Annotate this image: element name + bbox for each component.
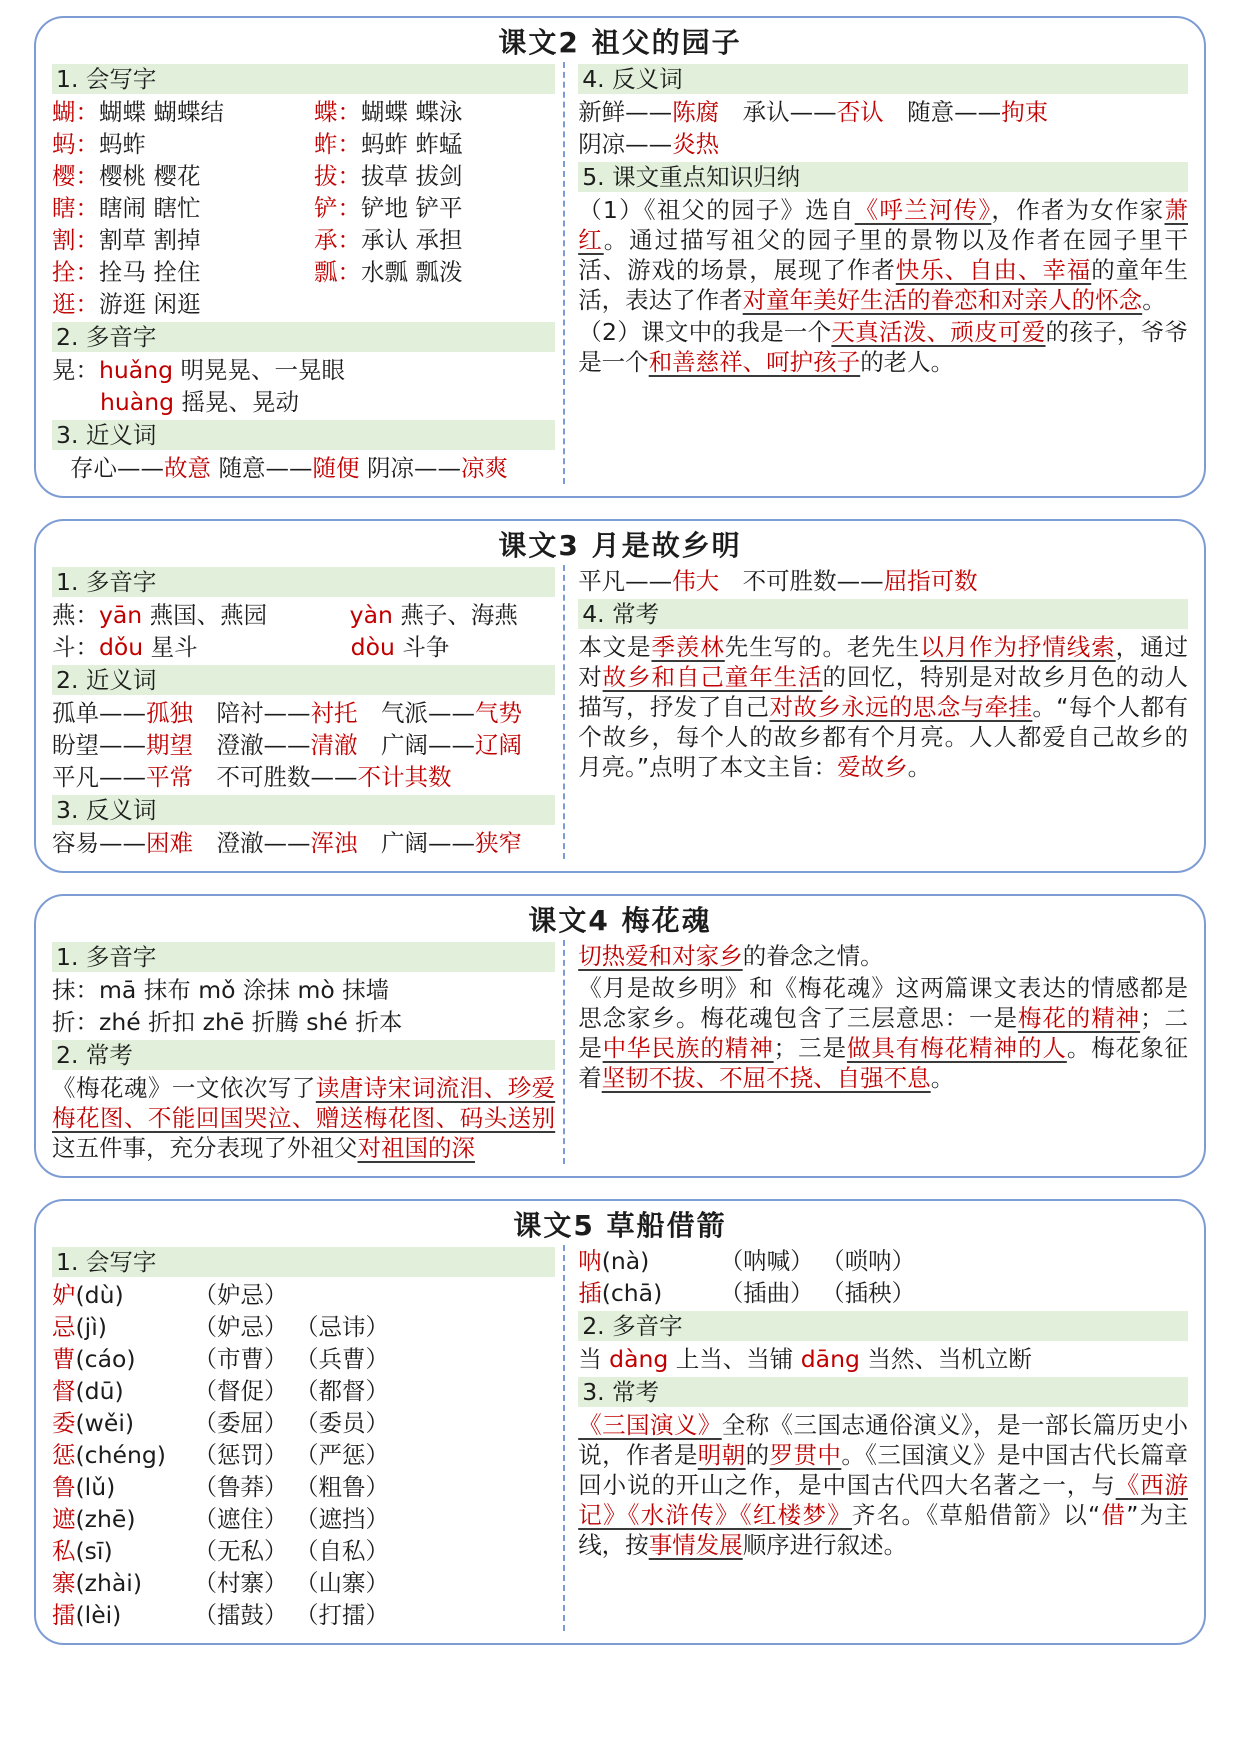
text-segment: 澄澈——	[193, 731, 311, 759]
text-segment: 惩	[52, 1441, 76, 1469]
text-segment: 陪衬——	[193, 699, 311, 727]
text-line	[52, 1599, 555, 1631]
text-segment: 樱：	[52, 162, 99, 190]
lesson-columns	[52, 62, 1188, 484]
text-line	[52, 1471, 555, 1503]
text-line	[52, 256, 555, 288]
text-line	[52, 96, 555, 128]
text-line	[52, 1535, 555, 1567]
text-segment: 《梅花魂》一文依次写了	[52, 1074, 316, 1102]
text-segment: huàng	[100, 388, 182, 416]
text-segment: (zhē)	[75, 1505, 136, 1533]
text-segment: 故乡和自己童年生活	[602, 663, 823, 691]
text-segment: 插	[578, 1279, 602, 1307]
text-segment: 瞎：	[52, 194, 99, 222]
text-line	[52, 1375, 555, 1407]
text-segment: 天真活泼、顽皮可爱	[831, 318, 1046, 346]
text-segment: 齐名。《草船借箭》以“	[852, 1501, 1101, 1529]
text-segment: 燕子、海燕	[400, 601, 518, 629]
text-segment: 困难	[146, 829, 193, 857]
text-segment: （市曹） （兵曹）	[193, 1345, 389, 1373]
text-segment: （擂鼓） （打擂）	[193, 1601, 389, 1629]
section-header: 2. 多音字	[578, 1311, 1188, 1341]
text-segment: 折：	[52, 1008, 99, 1036]
text-segment: 阴凉——	[359, 454, 461, 482]
text-segment: 随意——	[883, 98, 1002, 126]
section-header: 3. 常考	[578, 1377, 1188, 1407]
text-segment: 割草 割掉	[99, 226, 201, 254]
text-segment: 狭窄	[475, 829, 522, 857]
text-segment: (cáo)	[75, 1345, 136, 1373]
text-segment: zhé 折扣 zhē 折腾 shé 折本	[99, 1008, 403, 1036]
text-segment: 承认——	[719, 98, 837, 126]
section-header: 4. 反义词	[578, 64, 1188, 94]
text-segment: 中华民族的精神	[602, 1034, 774, 1062]
text-line	[52, 729, 555, 761]
text-segment: 铲：	[314, 194, 361, 222]
text-segment: 游逛 闲逛	[99, 290, 201, 318]
left-column	[52, 1245, 563, 1631]
text-segment: 对故乡永远的思念与牵挂	[769, 693, 1033, 721]
text-segment: 蚱：	[314, 130, 361, 158]
right-column column-divider	[563, 565, 1188, 859]
text-segment: 事情发展	[648, 1531, 743, 1559]
section-header: 1. 会写字	[52, 1247, 555, 1277]
text-segment: 水瓢 瓢泼	[361, 258, 463, 286]
text-segment: 平常	[146, 763, 193, 791]
text-segment: 呐	[578, 1247, 602, 1275]
text-segment: 的童年生活，表达了作者	[578, 256, 1188, 314]
text-segment: 新鲜——	[578, 98, 673, 126]
text-line	[52, 974, 555, 1006]
text-line	[578, 631, 1188, 783]
text-segment: 拴：	[52, 258, 99, 286]
text-segment: 随便	[312, 454, 360, 482]
text-segment: 《三国演义》	[578, 1411, 722, 1439]
lesson-card	[34, 1199, 1206, 1645]
text-line	[52, 1439, 555, 1471]
section-header: 3. 反义词	[52, 795, 555, 825]
text-segment: 梅花的精神	[1017, 1004, 1141, 1032]
text-line	[578, 972, 1188, 1094]
section-header: 2. 多音字	[52, 322, 555, 352]
text-segment: 以月作为抒情线索	[920, 633, 1116, 661]
text-line	[52, 452, 555, 484]
text-segment: 存心——	[70, 454, 164, 482]
text-segment: 坚韧不拔、不屈不挠、自强不息	[601, 1064, 931, 1092]
text-segment: 。梅花象征着	[578, 1034, 1189, 1092]
text-segment: 不可胜数——	[719, 567, 884, 595]
text-line	[52, 160, 555, 192]
text-segment: (nà)	[601, 1247, 650, 1275]
text-segment: (zhài)	[75, 1569, 142, 1597]
text-segment: 蚂蚱 蚱蜢	[361, 130, 463, 158]
text-segment: 。	[930, 1064, 955, 1092]
text-segment: 燕：	[52, 601, 99, 629]
text-segment: 承：	[314, 226, 361, 254]
text-segment: 私	[52, 1537, 76, 1565]
lesson-columns	[52, 565, 1188, 859]
left-column	[52, 940, 563, 1164]
text-segment: 燕国、燕园	[149, 601, 268, 629]
text-segment: 斗：	[52, 633, 99, 661]
text-segment: 做具有梅花精神的人	[846, 1034, 1067, 1062]
text-segment: 平凡——	[578, 567, 673, 595]
text-segment: 伟大	[672, 567, 720, 595]
text-segment: 炎热	[672, 130, 720, 158]
lesson-title: 课文3 月是故乡明	[498, 529, 742, 562]
text-segment: 蚂：	[52, 130, 99, 158]
text-segment: 凉爽	[460, 454, 508, 482]
text-segment: 爱故乡	[837, 753, 908, 781]
text-segment: 陈腐	[672, 98, 720, 126]
text-line	[578, 1245, 1188, 1277]
text-line	[52, 386, 555, 418]
text-line	[578, 1343, 1188, 1375]
text-segment: (dù)	[75, 1281, 124, 1309]
text-segment: 逛：	[52, 290, 99, 318]
text-segment: 读唐诗宋词流泪、珍爱梅花图、不能回国哭泣、赠送梅花图、码头送别	[52, 1074, 556, 1132]
text-line	[578, 128, 1188, 160]
text-segment: 屈指可数	[883, 567, 978, 595]
text-segment: (wěi)	[75, 1409, 135, 1437]
text-segment: 督	[52, 1377, 76, 1405]
text-segment: (sī)	[75, 1537, 113, 1565]
text-line	[52, 1503, 555, 1535]
left-column	[52, 565, 563, 859]
text-line	[578, 565, 1188, 597]
text-segment: 《月是故乡明》和《梅花魂》这两篇课文表达的情感都是思念家乡。梅花魂包含了三层意思：一是	[578, 974, 1188, 1032]
text-segment: 拔：	[314, 162, 361, 190]
text-segment: 抹：	[52, 976, 99, 1004]
text-segment: （妒忌） （忌讳）	[193, 1313, 389, 1341]
text-segment: 孤独	[146, 699, 193, 727]
text-segment: 全称《三国志通俗演义》，是一部长篇历史小说，作者是	[578, 1411, 1188, 1469]
text-segment: （督促） （都督）	[193, 1377, 389, 1405]
left-column	[52, 62, 563, 484]
text-segment: 忌	[52, 1313, 76, 1341]
lesson-card	[34, 16, 1206, 498]
lesson-title: 课文4 梅花魂	[528, 904, 712, 937]
text-segment: ；二是	[578, 1004, 1189, 1062]
text-segment: 萧红	[578, 196, 1188, 254]
text-segment: 蝴蝶 蝴蝶结	[99, 98, 224, 126]
text-segment: 否认	[836, 98, 884, 126]
text-segment: 借	[1100, 1501, 1127, 1529]
text-segment: 。	[907, 753, 932, 781]
text-segment: 的孩子，爷爷是一个	[578, 318, 1188, 376]
text-segment: 顺序进行叙述。	[742, 1531, 908, 1559]
lesson-title: 课文5 草船借箭	[513, 1209, 727, 1242]
text-segment: 寨	[52, 1569, 76, 1597]
text-segment: 瞎闹 瞎忙	[99, 194, 201, 222]
text-segment: ，作者为女作家	[991, 196, 1165, 224]
section-header: 1. 多音字	[52, 567, 555, 597]
text-segment: 辽阔	[475, 731, 522, 759]
text-segment: 浑浊	[310, 829, 358, 857]
text-segment: 拔草 拔剑	[361, 162, 463, 190]
text-segment: 澄澈——	[193, 829, 311, 857]
text-line	[52, 599, 555, 631]
text-segment: 摇晃、晃动	[181, 388, 299, 416]
text-line	[578, 194, 1188, 316]
text-segment: yàn	[349, 601, 401, 629]
text-segment: (lǔ)	[75, 1473, 116, 1501]
section-header: 1. 会写字	[52, 64, 555, 94]
lesson-columns	[52, 940, 1188, 1164]
text-segment: 广阔——	[357, 731, 475, 759]
text-line	[52, 1343, 555, 1375]
text-segment: 鲁	[52, 1473, 76, 1501]
text-segment: 割：	[52, 226, 99, 254]
text-segment: yān	[99, 601, 150, 629]
text-segment: 不计其数	[357, 763, 452, 791]
section-header: 1. 多音字	[52, 942, 555, 972]
lesson-title: 课文2 祖父的园子	[498, 26, 742, 59]
text-segment: 明朝	[697, 1441, 746, 1469]
lesson-card	[34, 894, 1206, 1178]
text-segment: 气派——	[357, 699, 475, 727]
text-segment: 罗贯中	[769, 1441, 842, 1469]
text-segment: 当然、当机立断	[867, 1345, 1032, 1373]
text-segment: 遮	[52, 1505, 76, 1533]
text-segment: 和善慈祥、呵护孩子	[648, 348, 861, 376]
lesson-card	[34, 519, 1206, 873]
text-line	[578, 940, 1188, 972]
text-segment: dòu	[350, 633, 403, 661]
text-segment: 的老人。	[860, 348, 955, 376]
text-segment: 气势	[475, 699, 522, 727]
text-segment: dāng	[800, 1345, 868, 1373]
text-line	[578, 1277, 1188, 1309]
text-line	[52, 1311, 555, 1343]
text-segment: 本文是	[578, 633, 652, 661]
text-segment: (lèi)	[75, 1601, 122, 1629]
text-segment: 期望	[146, 731, 193, 759]
text-segment: 平凡——	[52, 763, 146, 791]
text-line	[578, 1409, 1188, 1561]
text-segment: （妒忌）	[193, 1281, 288, 1309]
text-segment: 上当、当铺	[675, 1345, 801, 1373]
right-column column-divider	[563, 62, 1188, 484]
text-line	[52, 631, 555, 663]
text-segment: 当	[578, 1345, 610, 1373]
text-segment: （鲁莽） （粗鲁）	[193, 1473, 389, 1501]
text-line	[52, 354, 555, 386]
text-segment: ，通过对	[578, 633, 1189, 691]
text-segment: 对童年美好生活的眷恋和对亲人的怀念	[742, 286, 1143, 314]
text-line	[52, 697, 555, 729]
text-segment: 铲地 铲平	[361, 194, 463, 222]
text-segment: mā 抹布 mǒ 涂抹 mò 抹墙	[99, 976, 390, 1004]
text-segment: 明晃晃、一晃眼	[180, 356, 345, 384]
text-line	[52, 288, 555, 320]
text-segment: 的眷念之情。	[742, 942, 884, 970]
text-line	[578, 96, 1188, 128]
text-line	[52, 1407, 555, 1439]
text-segment: 先生写的。老先生	[724, 633, 921, 661]
text-segment: 盼望——	[52, 731, 146, 759]
text-segment: 蝴：	[52, 98, 99, 126]
text-segment: 这五件事，充分表现了外祖父	[52, 1134, 358, 1162]
text-segment: 拘束	[1001, 98, 1049, 126]
text-segment: 瓢：	[314, 258, 361, 286]
text-line	[52, 128, 555, 160]
text-segment: (dū)	[75, 1377, 124, 1405]
text-line	[52, 827, 555, 859]
text-segment: 擂	[52, 1601, 76, 1629]
text-segment: 蝴蝶 蝶泳	[361, 98, 463, 126]
text-segment: 季羡林	[651, 633, 725, 661]
text-segment: （1）《祖父的园子》选自	[578, 196, 855, 224]
text-segment: 。“每个人都有个故乡，每个人的故乡都有个月亮。人人都爱自己故乡的月亮。”点明了本文主旨：	[578, 693, 1188, 781]
text-segment: 拴马 拴住	[99, 258, 201, 286]
section-header: 2. 常考	[52, 1040, 555, 1070]
text-segment: dàng	[609, 1345, 676, 1373]
text-segment: （遮住） （遮挡）	[193, 1505, 389, 1533]
text-line	[52, 1006, 555, 1038]
text-segment: ；三是	[773, 1034, 847, 1062]
text-segment: 清澈	[310, 731, 358, 759]
text-segment: 孤单——	[52, 699, 146, 727]
text-segment: 的回忆，特别是对故乡月色的动人描写，抒发了自己	[578, 663, 1189, 721]
text-segment: 星斗	[150, 633, 198, 661]
text-segment: 。《三国演义》是中国古代长篇章回小说的开山之作，是中国古代四大名著之一，与	[578, 1441, 1188, 1499]
text-segment: 晃：	[52, 356, 99, 384]
text-segment: 。通过描写祖父的园子里的景物以及作者在园子里干活、游戏的场景，展现了作者	[578, 226, 1188, 284]
text-line	[52, 192, 555, 224]
text-segment: 《西游记》《水浒传》《红楼梦》	[578, 1471, 1188, 1529]
text-segment: 委	[52, 1409, 76, 1437]
text-segment: 不可胜数——	[193, 763, 358, 791]
text-segment: 广阔——	[357, 829, 475, 857]
text-segment: （插曲） （插秧）	[719, 1279, 916, 1307]
text-segment: 故意	[164, 454, 211, 482]
text-segment: 《呼兰河传》	[854, 196, 992, 224]
section-header: 2. 近义词	[52, 665, 555, 695]
text-line	[52, 1072, 555, 1164]
text-line	[52, 224, 555, 256]
text-segment: dǒu	[99, 633, 151, 661]
text-segment: 。	[1142, 286, 1166, 314]
text-segment: 随意——	[211, 454, 313, 482]
text-segment: 衬托	[310, 699, 358, 727]
right-column column-divider	[563, 940, 1188, 1164]
text-segment: （无私） （自私）	[193, 1537, 389, 1565]
text-segment: 对祖国的深	[357, 1134, 475, 1162]
text-line	[52, 1567, 555, 1599]
text-segment: 快乐、自由、幸福	[895, 256, 1092, 284]
text-segment: (jì)	[75, 1313, 107, 1341]
text-segment: （2）课文中的我是一个	[578, 318, 832, 346]
right-column column-divider	[563, 1245, 1188, 1631]
text-segment: 斗争	[402, 633, 450, 661]
text-segment: 妒	[52, 1281, 76, 1309]
text-segment: （村寨） （山寨）	[193, 1569, 389, 1597]
text-segment: (chā)	[601, 1279, 663, 1307]
text-segment: 的	[745, 1441, 770, 1469]
text-segment: 樱桃 樱花	[99, 162, 201, 190]
text-segment: （呐喊） （唢呐）	[719, 1247, 916, 1275]
text-segment: ”为主线，按	[578, 1501, 1188, 1559]
text-segment: 曹	[52, 1345, 76, 1373]
lesson-columns	[52, 1245, 1188, 1631]
text-line	[52, 761, 555, 793]
text-segment: （委屈） （委员）	[193, 1409, 389, 1437]
text-line	[578, 316, 1188, 378]
text-segment: (chéng)	[75, 1441, 166, 1469]
section-header: 5. 课文重点知识归纳	[578, 162, 1188, 192]
text-segment: 蚂蚱	[99, 130, 146, 158]
section-header: 4. 常考	[578, 599, 1188, 629]
section-header: 3. 近义词	[52, 420, 555, 450]
text-segment: （惩罚） （严惩）	[193, 1441, 389, 1469]
text-segment: 蝶：	[314, 98, 361, 126]
text-segment: 承认 承担	[361, 226, 463, 254]
text-segment: 容易——	[52, 829, 146, 857]
text-line	[52, 1279, 555, 1311]
text-segment: huǎng	[99, 356, 181, 384]
text-segment: 阴凉——	[578, 130, 673, 158]
text-segment: 切热爱和对家乡	[578, 942, 743, 970]
